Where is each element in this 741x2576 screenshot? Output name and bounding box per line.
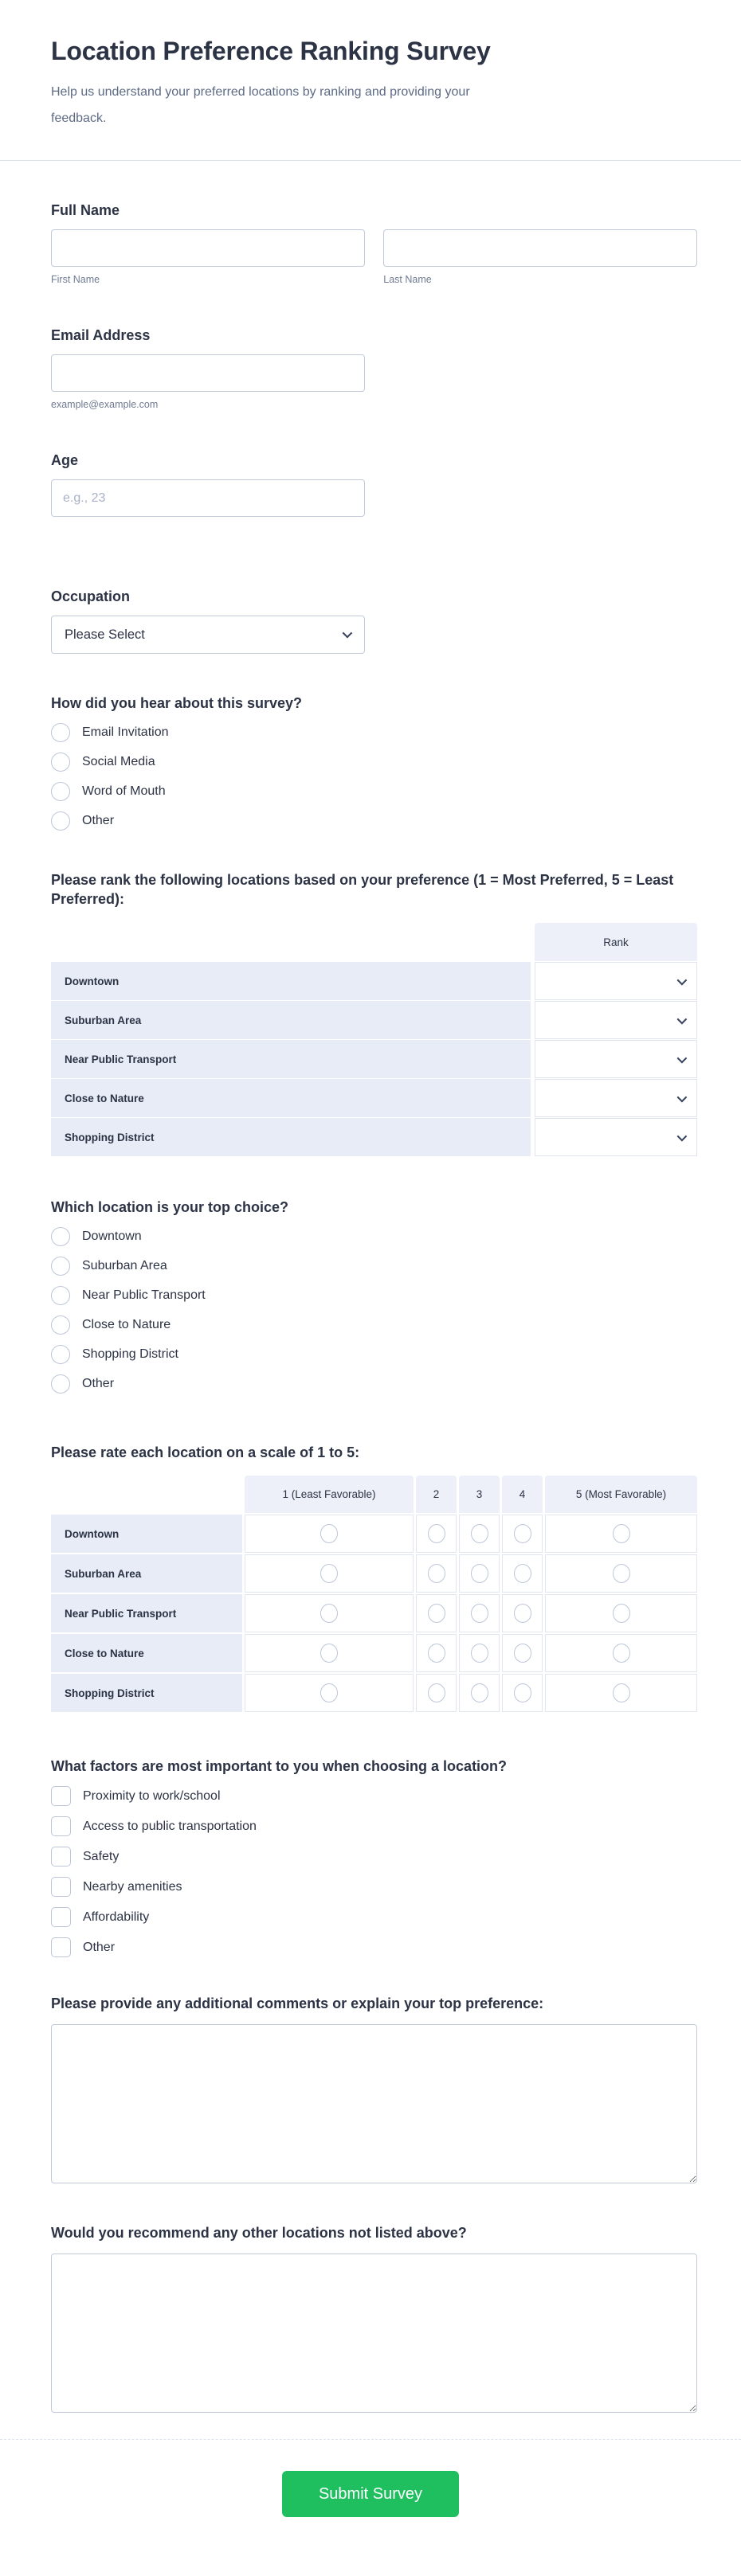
option-label: Close to Nature (82, 1318, 171, 1331)
radio-icon[interactable] (471, 1564, 488, 1583)
option-label: Other (83, 1940, 116, 1954)
occupation-selected-value: Please Select (65, 627, 145, 642)
radio-icon[interactable] (613, 1524, 630, 1543)
rating-radio-close-to-nature-3[interactable] (459, 1634, 500, 1672)
radio-icon[interactable] (428, 1683, 445, 1702)
rank-select-near-public-transport[interactable] (535, 1040, 697, 1078)
radio-icon[interactable] (51, 811, 70, 831)
option-label: Near Public Transport (82, 1288, 206, 1302)
radio-option-word-of-mouth[interactable] (51, 782, 697, 801)
radio-icon[interactable] (51, 752, 70, 772)
checkbox-icon[interactable] (51, 1816, 71, 1836)
rating-radio-shopping-district-3[interactable] (459, 1674, 500, 1712)
form-title: Location Preference Ranking Survey (51, 37, 491, 65)
first-name-input[interactable] (51, 229, 365, 267)
email-sublabel: example@example.com (51, 399, 159, 410)
form-subtitle: Help us understand your preferred locations by ranking and providing your feedback. (51, 85, 470, 125)
radio-option-other[interactable] (51, 811, 697, 831)
full-name-inputs (51, 229, 697, 286)
checkbox-option-nearby-amenities[interactable] (51, 1877, 697, 1897)
radio-icon[interactable] (428, 1564, 445, 1583)
radio-option-other-choice[interactable] (51, 1374, 697, 1394)
rating-radio-near-public-transport-1[interactable] (245, 1594, 414, 1632)
radio-icon[interactable] (428, 1524, 445, 1543)
rank-row-label-downtown: Downtown (51, 962, 531, 1000)
checkbox-icon[interactable] (51, 1877, 71, 1897)
rating-radio-close-to-nature-1[interactable] (245, 1634, 414, 1672)
option-label: Shopping District (82, 1347, 178, 1361)
hear-about-options (51, 723, 697, 831)
factors-options (51, 1786, 697, 1957)
checkbox-icon[interactable] (51, 1786, 71, 1806)
radio-icon[interactable] (428, 1604, 445, 1623)
email-label: Email Address (51, 327, 151, 343)
option-label: Word of Mouth (82, 784, 166, 798)
occupation-label: Occupation (51, 588, 131, 604)
rating-column-header-3: 3 (459, 1476, 500, 1513)
last-name-input[interactable] (383, 229, 697, 267)
checkbox-icon[interactable] (51, 1847, 71, 1867)
chevron-down-icon (677, 1131, 688, 1141)
radio-icon[interactable] (471, 1644, 488, 1663)
radio-icon[interactable] (428, 1644, 445, 1663)
radio-option-shopping-district[interactable] (51, 1345, 697, 1364)
chevron-down-icon (343, 628, 353, 639)
chevron-down-icon (677, 1014, 688, 1024)
rating-radio-near-public-transport-4[interactable] (502, 1594, 543, 1632)
checkbox-option-proximity[interactable] (51, 1786, 697, 1806)
radio-icon[interactable] (51, 1257, 70, 1276)
rating-row-label-suburban-area: Suburban Area (51, 1554, 242, 1593)
rating-radio-downtown-4[interactable] (502, 1515, 543, 1553)
field-recommend (51, 2223, 697, 2413)
first-name-col (51, 229, 365, 286)
option-label: Access to public transportation (83, 1819, 257, 1833)
radio-icon[interactable] (514, 1644, 531, 1663)
rating-radio-suburban-area-1[interactable] (245, 1554, 414, 1593)
rating-radio-downtown-5[interactable] (545, 1515, 697, 1553)
radio-option-near-public-transport[interactable] (51, 1286, 697, 1305)
occupation-select[interactable] (51, 616, 365, 654)
radio-icon[interactable] (471, 1604, 488, 1623)
field-hear-about (51, 694, 697, 831)
rank-row-label-shopping-district: Shopping District (51, 1118, 531, 1156)
radio-icon[interactable] (51, 782, 70, 801)
rating-radio-downtown-3[interactable] (459, 1515, 500, 1553)
radio-icon[interactable] (471, 1683, 488, 1702)
radio-option-downtown[interactable] (51, 1227, 697, 1246)
option-label: Other (82, 1377, 115, 1390)
option-label: Downtown (82, 1229, 142, 1243)
hear-about-label: How did you hear about this survey? (51, 695, 303, 711)
chevron-down-icon (677, 1053, 688, 1063)
radio-icon[interactable] (51, 1315, 70, 1335)
factors-label: What factors are most important to you when choosing a location? (51, 1758, 508, 1774)
rating-column-header-4: 4 (502, 1476, 543, 1513)
top-choice-label: Which location is your top choice? (51, 1199, 289, 1215)
rating-radio-near-public-transport-2[interactable] (416, 1594, 457, 1632)
radio-icon[interactable] (514, 1564, 531, 1583)
checkbox-option-other-factor[interactable] (51, 1937, 697, 1957)
comments-label: Please provide any additional comments or explain your top preference: (51, 1996, 544, 2011)
option-label: Suburban Area (82, 1259, 167, 1272)
form-body (0, 201, 741, 2413)
checkbox-option-public-transportation[interactable] (51, 1816, 697, 1836)
ranking-table (51, 923, 697, 1156)
field-full-name (51, 201, 697, 286)
radio-option-email-invitation[interactable] (51, 723, 697, 742)
radio-icon[interactable] (613, 1604, 630, 1623)
option-label: Other (82, 814, 115, 827)
rating-radio-suburban-area-5[interactable] (545, 1554, 697, 1593)
rank-select-shopping-district[interactable] (535, 1118, 697, 1156)
chevron-down-icon (677, 975, 688, 985)
radio-icon[interactable] (320, 1644, 338, 1663)
age-input[interactable] (51, 479, 365, 517)
rating-radio-downtown-2[interactable] (416, 1515, 457, 1553)
radio-option-close-to-nature[interactable] (51, 1315, 697, 1335)
rating-radio-shopping-district-1[interactable] (245, 1674, 414, 1712)
rating-column-header-1: 1 (Least Favorable) (245, 1476, 414, 1513)
rank-row-label-near-public-transport: Near Public Transport (51, 1040, 531, 1078)
age-input-wrap (51, 479, 697, 517)
recommend-textarea[interactable] (51, 2254, 697, 2413)
rating-radio-close-to-nature-4[interactable] (502, 1634, 543, 1672)
rating-label: Please rate each location on a scale of 1 to 5: (51, 1444, 360, 1460)
email-input[interactable] (51, 354, 365, 392)
checkbox-icon[interactable] (51, 1937, 71, 1957)
rank-row-label-close-to-nature: Close to Nature (51, 1079, 531, 1117)
radio-icon[interactable] (51, 1345, 70, 1364)
checkbox-icon[interactable] (51, 1907, 71, 1927)
option-label: Proximity to work/school (83, 1788, 221, 1803)
radio-option-suburban-area[interactable] (51, 1257, 697, 1276)
radio-option-social-media[interactable] (51, 752, 697, 772)
rating-radio-near-public-transport-5[interactable] (545, 1594, 697, 1632)
rank-row-label-suburban-area: Suburban Area (51, 1001, 531, 1039)
rating-column-header-2: 2 (416, 1476, 457, 1513)
rank-select-close-to-nature[interactable] (535, 1079, 697, 1117)
field-age (51, 451, 697, 517)
email-input-wrap (51, 354, 697, 411)
radio-icon[interactable] (320, 1604, 338, 1623)
field-occupation (51, 587, 697, 654)
ranking-corner-cell (51, 923, 531, 961)
field-comments (51, 1994, 697, 2183)
rating-row-label-close-to-nature: Close to Nature (51, 1634, 242, 1672)
rating-radio-shopping-district-2[interactable] (416, 1674, 457, 1712)
radio-icon[interactable] (514, 1683, 531, 1702)
radio-icon[interactable] (320, 1524, 338, 1543)
first-name-sublabel: First Name (51, 274, 100, 285)
option-label: Safety (83, 1849, 120, 1863)
header-divider (0, 160, 741, 161)
option-label: Nearby amenities (83, 1879, 182, 1894)
radio-icon[interactable] (51, 1286, 70, 1305)
rating-radio-close-to-nature-5[interactable] (545, 1634, 697, 1672)
checkbox-option-affordability[interactable] (51, 1907, 697, 1927)
radio-icon[interactable] (613, 1644, 630, 1663)
field-ranking (51, 870, 697, 1156)
option-label: Email Invitation (82, 725, 169, 739)
rating-row-label-shopping-district: Shopping District (51, 1674, 242, 1712)
rating-radio-shopping-district-4[interactable] (502, 1674, 543, 1712)
rating-radio-near-public-transport-3[interactable] (459, 1594, 500, 1632)
rank-select-suburban-area[interactable] (535, 1001, 697, 1039)
top-choice-options (51, 1227, 697, 1394)
field-email (51, 326, 697, 411)
rating-radio-suburban-area-4[interactable] (502, 1554, 543, 1593)
field-rating (51, 1443, 697, 1712)
rating-radio-suburban-area-2[interactable] (416, 1554, 457, 1593)
rating-radio-close-to-nature-2[interactable] (416, 1634, 457, 1672)
rating-row-label-downtown: Downtown (51, 1515, 242, 1553)
submit-button[interactable]: Submit Survey (282, 2471, 459, 2517)
radio-icon[interactable] (471, 1524, 488, 1543)
last-name-sublabel: Last Name (383, 274, 432, 285)
last-name-col (383, 229, 697, 286)
rating-radio-downtown-1[interactable] (245, 1515, 414, 1553)
full-name-label: Full Name (51, 202, 120, 218)
rank-select-downtown[interactable] (535, 962, 697, 1000)
rating-corner-cell (51, 1476, 242, 1513)
rank-column-header: Rank (535, 923, 697, 961)
radio-icon[interactable] (51, 723, 70, 742)
radio-icon[interactable] (514, 1524, 531, 1543)
form-header (0, 0, 741, 160)
rating-radio-suburban-area-3[interactable] (459, 1554, 500, 1593)
recommend-label: Would you recommend any other locations not listed above? (51, 2225, 467, 2241)
option-label: Affordability (83, 1910, 150, 1924)
comments-textarea[interactable] (51, 2024, 697, 2183)
radio-icon[interactable] (51, 1374, 70, 1394)
rating-column-header-5: 5 (Most Favorable) (545, 1476, 697, 1513)
ranking-label: Please rank the following locations based on your preference (1 = Most Preferred, 5 = Least Preferred): (51, 872, 674, 907)
option-label: Social Media (82, 755, 155, 768)
rating-radio-shopping-district-5[interactable] (545, 1674, 697, 1712)
submit-section (0, 2440, 741, 2558)
radio-icon[interactable] (613, 1564, 630, 1583)
radio-icon[interactable] (613, 1683, 630, 1702)
radio-icon[interactable] (320, 1683, 338, 1702)
rating-row-label-near-public-transport: Near Public Transport (51, 1594, 242, 1632)
field-factors (51, 1757, 697, 1957)
radio-icon[interactable] (514, 1604, 531, 1623)
radio-icon[interactable] (51, 1227, 70, 1246)
field-top-choice (51, 1198, 697, 1394)
age-label: Age (51, 452, 79, 468)
rating-table (51, 1476, 697, 1712)
checkbox-option-safety[interactable] (51, 1847, 697, 1867)
radio-icon[interactable] (320, 1564, 338, 1583)
chevron-down-icon (677, 1092, 688, 1102)
